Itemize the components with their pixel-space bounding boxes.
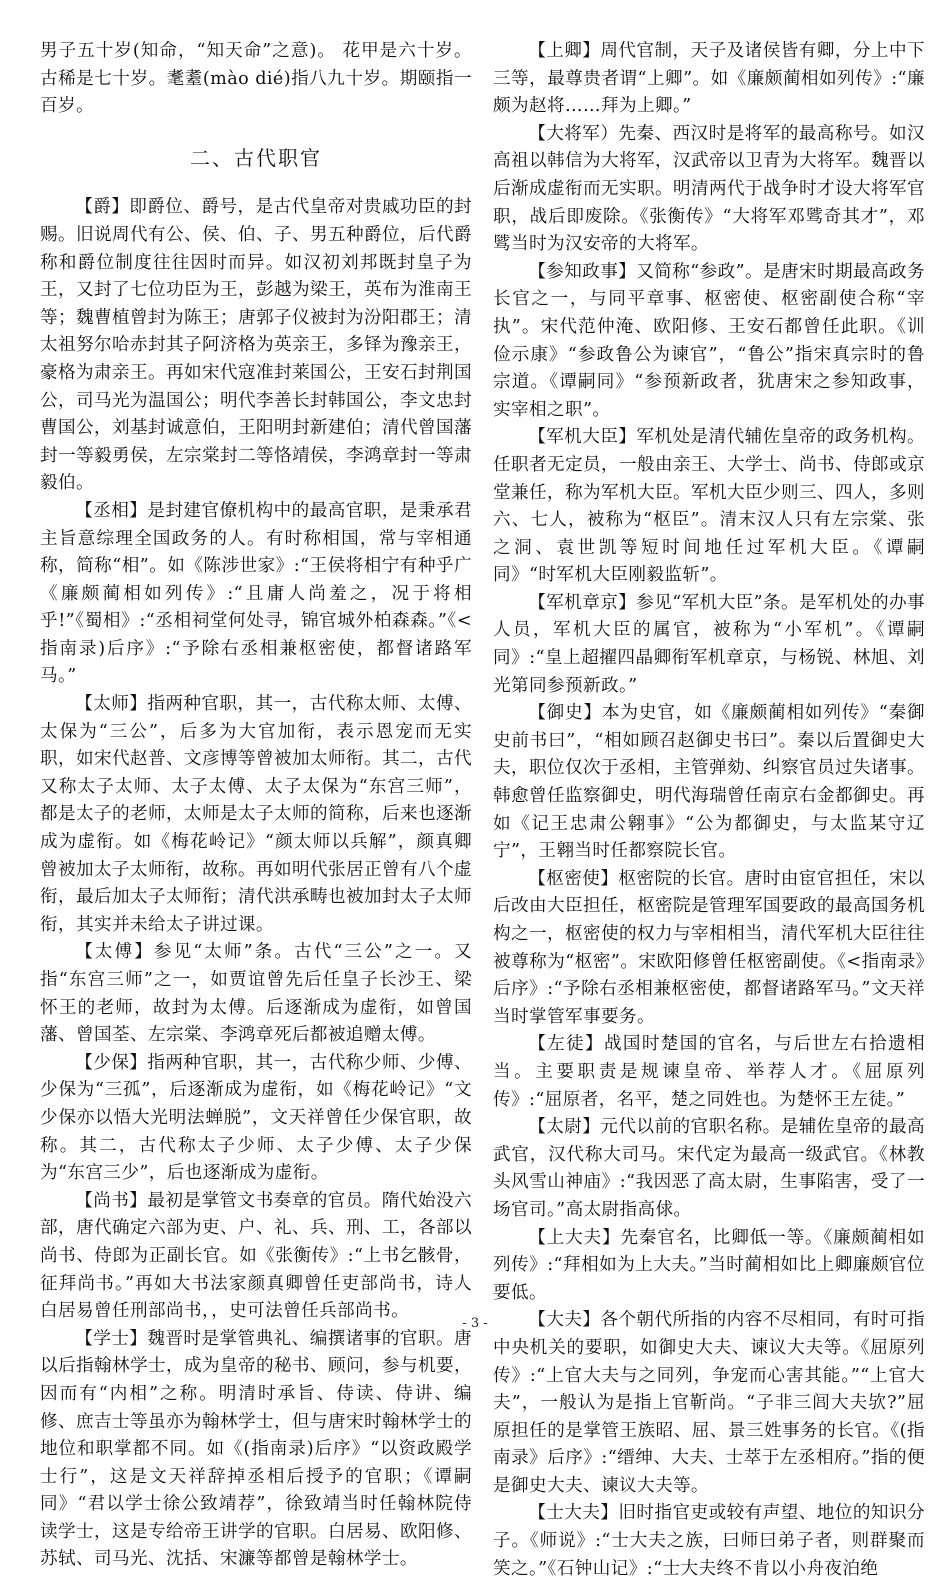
- entry-dajiangjun: 【大将军）先秦、西汉时是将军的最高称号。如汉高祖以韩信为大将军，汉武帝以卫青为大将军。魏晋以后渐成虚衔而无实职。明清两代于战争时才设大将军官职，战后即废除。《张衡传》“大将军邓骘奇其才”，邓骘当时为汉安帝的大将军。: [493, 123, 925, 255]
- entry-shaobao: 【少保】指两种官职，其一，古代称少师、少傅、少保为“三孤”，后逐渐成为虚衔，如《梅花岭记》“文少保亦以悟大光明法蝉脱”，文天祥曾任少保官职，故称。其二，古代称太子少师、太子少傅、太子少保为“东宫三少”，后也逐渐成为虚衔。: [40, 1052, 472, 1184]
- intro-paragraph: 男子五十岁(知命，“知天命”之意)。 花甲是六十岁。古稀是七十岁。耄耋(mào dié)指八九十岁。期颐指一百岁。: [40, 41, 472, 117]
- entry-chengxiang: 【丞相】是封建官僚机构中的最高官职，是秉承君主旨意综理全国政务的人。有时称相国，常与宰相通称，简称“相”。如《陈涉世家》:“王侯将相宁有种乎广《廉颇蔺相如列传》:“且庸人尚羞之，况于将相乎!”《蜀相》:“丞相祠堂何处寻，锦官城外柏森森。”《<指南录)后序》:“予除右丞相兼枢密使，都督诸路军马。”: [40, 500, 472, 687]
- entry-jue: 【爵】即爵位、爵号，是古代皇帝对贵戚功臣的封赐。旧说周代有公、侯、伯、子、男五种爵位，后代爵称和爵位制度往往因时而异。如汉初刘邦既封皇子为王，又封了七位功臣为王，彭越为梁王，英布为淮南王等；魏曹植曾封为陈王；唐郭子仪被封为汾阳郡王；清太祖努尔哈赤封其子阿济格为英亲王，多铎为豫亲王，豪格为肃亲王。再如宋代寇准封莱国公，王安石封荆国公，司马光为温国公；明代李善长封韩国公，李文忠封曹国公，刘基封诚意伯，王阳明封新建伯；清代曾国藩封一等毅勇侯，左宗棠封二等恪靖侯，李鸿章封一等肃毅伯。: [40, 197, 472, 494]
- entry-taishi: 【太师】指两种官职，其一，古代称太师、太傅、太保为“三公”，后多为大官加衔，表示恩宠而无实职，如宋代赵普、文彦博等曾被加太师衔。其二，古代又称太子太师、太子太傅、太子太保为“东宫三师”，都是太子的老师，太师是太子太师的简称，后来也逐渐成为虚衔。如《梅花岭记》“颜太师以兵解”，颜真卿曾被加太子太师衔，故称。再如明代张居正曾有八个虚衔，最后加太子太师衔；清代洪承畴也被加封太子太师衔，其实并未给太子讲过课。: [40, 694, 472, 935]
- page-number: - 3 -: [462, 1316, 488, 1331]
- entry-zuotu: 【左徒】战国时楚国的官名，与后世左右拾遗相当。主要职责是规谏皇帝、举荐人才。《屈原列传》:“屈原者，名平，楚之同姓也。为楚怀王左徒。”: [493, 1034, 925, 1110]
- entry-junjidachen: 【军机大臣】军机处是清代辅佐皇帝的政务机构。任职者无定员，一般由亲王、大学士、尚书、侍郎或京堂兼任，称为军机大臣。军机大臣少则三、四人，多则六、七人，被称为“枢臣”。清末汉人只有左宗棠、张之洞、袁世凯等短时间地任过军机大臣。《谭嗣同》“时军机大臣刚毅监斩”。: [493, 427, 925, 586]
- entry-canzhizhengshi: 【参知政事】又简称“参政”。是唐宋时期最高政务长官之一，与同平章事、枢密使、枢密副使合称“宰执”。宋代范仲淹、欧阳修、王安石都曾任此职。《训俭示康》“参政鲁公为谏官”，“鲁公”指宋真宗时的鲁宗道。《谭嗣同》“参预新政者，犹唐宋之参知政事，实宰相之职”。: [493, 261, 925, 420]
- entry-yushi: 【御史】本为史官，如《廉颇蔺相如列传》“秦御史前书曰”，“相如顾召赵御史书曰”。秦以后置御史大夫，职位仅次于丞相，主管弹劾、纠察官员过失诸事。韩愈曾任监察御史，明代海瑞曾任南京右金都御史。再如《记王忠肃公翱事》“公为都御史，与太监某守辽宁”，王翱当时任都察院长官。: [493, 703, 925, 862]
- entry-shidafu: 【士大夫】旧时指官吏或较有声望、地位的知识分子。《师说》:“士大夫之族，曰师曰弟子者，则群聚而笑之。”《石钟山记》:“士大夫终不肯以小舟夜泊绝: [493, 1503, 925, 1579]
- entry-shangshu: 【尚书】最初是掌管文书奏章的官员。隋代始没六部，唐代确定六部为吏、户、礼、兵、刑、工，各部以尚书、侍郎为正副长官。如《张衡传》:“上书乞骸骨，征拜尚书。”再如大书法家颜真卿曾任吏部尚书，诗人白居易曾任刑部尚书，，史可法曾任兵部尚书。: [40, 1190, 472, 1322]
- entry-shangdafu: 【上大夫】先秦官名，比卿低一等。《廉颇蔺相如列传》:“拜相如为上大夫。”当时蔺相如比上卿廉颇官位要低。: [493, 1227, 925, 1303]
- entry-dafu: 【大夫】各个朝代所指的内容不尽相同，有时可指中央机关的要职，如御史大夫、谏议大夫等。《屈原列传》:“上官大夫与之同列，争宠而心害其能。”“上官大夫”，一般认为是指上官靳尚。“子非三闾大夫欤?”屈原担任的是掌管王族昭、屈、景三姓事务的长官。《(指南录》后序》:“缙绅、大夫、士萃于左丞相府。”指的便是御史大夫、谏议大夫等。: [493, 1310, 925, 1496]
- entry-taiwei: 【太尉】元代以前的官职名称。是辅佐皇帝的最高武官，汉代称大司马。宋代定为最高一级武官。《林教头风雪山神庙》:“我因恶了高太尉，生事陷害，受了一场官司。”高太尉指高俅。: [493, 1117, 925, 1220]
- right-column: [493, 38, 925, 1583]
- entry-xueshi: 【学士】魏晋时是掌管典礼、编撰诸事的官职。唐以后指翰林学士，成为皇帝的秘书、顾问，参与机要，因而有“内相”之称。明清时承旨、侍读、侍讲、编修、庶吉士等虽亦为翰林学士，但与唐宋时翰林学士的地位和职掌都不同。如《(指南录)后序》“以资政殿学士行”，这是文天祥辞掉丞相后授予的官职；《谭嗣同》“君以学士徐公致靖荐”，徐致靖当时任翰林院侍读学士，这是专给帝王讲学的官职。白居易、欧阳修、苏轼、司马光、沈括、宋濂等都曾是翰林学士。: [40, 1328, 472, 1570]
- entry-junjizhangjing: 【军机章京】参见“军机大臣”条。是军机处的办事人员，军机大臣的属官，被称为“小军机”。《谭嗣同》:“皇上超擢四晶卿衔军机章京，与杨锐、林旭、刘光第同参预新政。”: [493, 592, 925, 696]
- section-title: 二、古代职官: [190, 145, 322, 170]
- entry-shumishi: 【枢密使】枢密院的长官。唐时由宦官担任，宋以后改由大臣担任，枢密院是管理军国要政的最高国务机构之一，枢密使的权力与宰相相当，清代军机大臣往往被尊称为“枢密”。宋欧阳修曾任枢密副使。《<指南录》后序》:“予除右丞相兼枢密使，都督诸路军马。”文天祥当时掌管军事要务。: [493, 868, 925, 1027]
- entry-taifu: 【太傅】参见“太师”条。古代“三公”之一。又指“东宫三师”之一，如贾谊曾先后任皇子长沙王、梁怀王的老师，故封为太傅。后逐渐成为虚衔，如曾国藩、曾国荃、左宗棠、李鸿章死后都被追赠太傅。: [40, 942, 472, 1046]
- entry-shangqing: 【上卿】周代官制，天子及诸侯皆有卿，分上中下三等，最尊贵者谓“上卿”。如《廉颇蔺相如列传》:“廉颇为赵将……拜为上卿。”: [493, 41, 925, 117]
